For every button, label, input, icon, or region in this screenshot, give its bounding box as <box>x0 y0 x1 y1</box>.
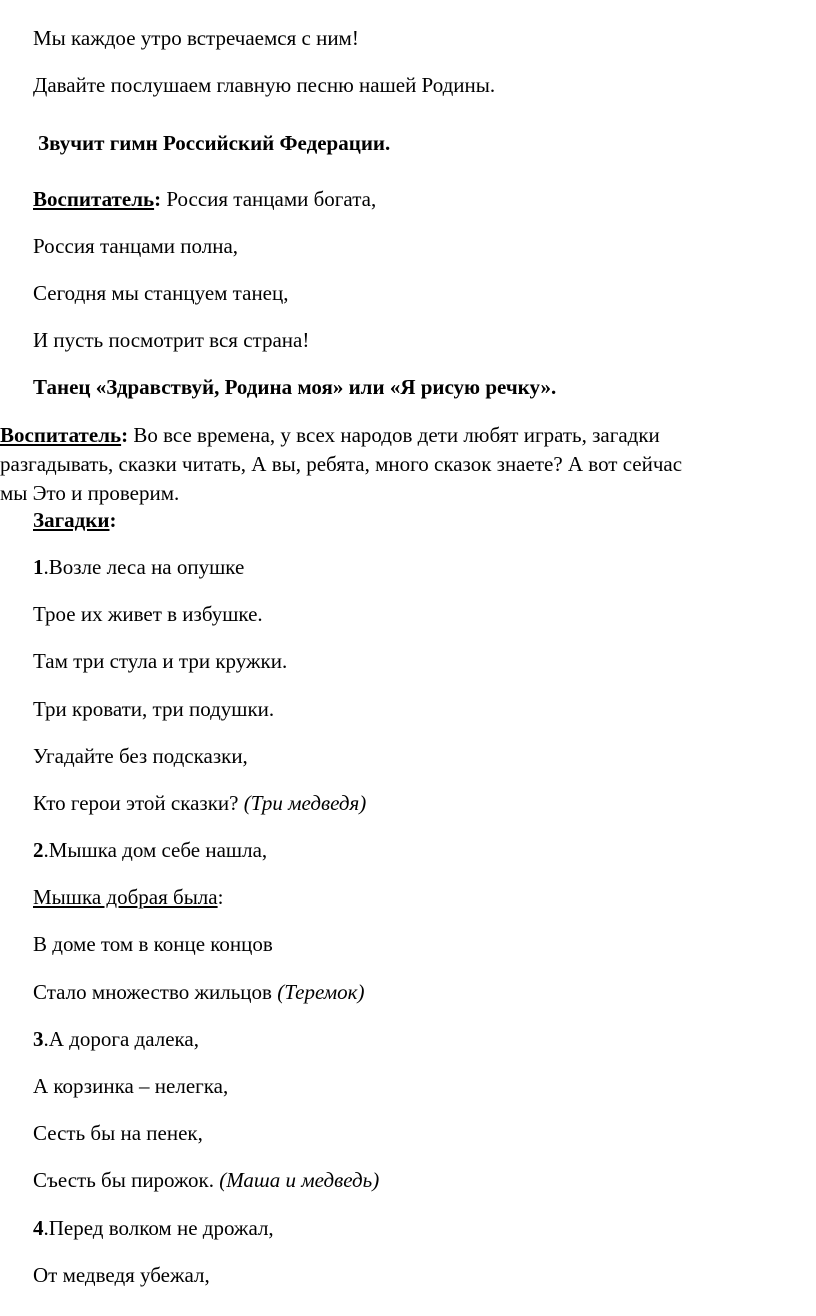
dance-heading: Танец «Здравствуй, Родина моя» или «Я рисую речку». <box>33 375 557 399</box>
text-line: Сегодня мы станцуем танец, <box>33 281 289 305</box>
riddle-line: Съесть бы пирожок. (Маша и медведь) <box>33 1168 380 1192</box>
riddle-first-line: 3.А дорога далека, <box>33 1027 199 1051</box>
paragraph-line: разгадывать, сказки читать, А вы, ребята, много сказок знаете? А вот сейчас <box>0 452 683 476</box>
riddle-answer: (Теремок) <box>277 980 365 1004</box>
riddle-first-line: 4.Перед волком не дрожал, <box>33 1216 274 1240</box>
speaker-paragraph-line: Воспитатель: Во все времена, у всех народов дети любят играть, загадки <box>0 423 660 447</box>
riddle-first-line: 1.Возле леса на опушке <box>33 555 245 579</box>
riddle-line: Три кровати, три подушки. <box>33 697 275 721</box>
riddle-line: Кто герои этой сказки? (Три медведя) <box>33 791 367 815</box>
text-line: Мы каждое утро встречаемся с ним! <box>33 26 359 50</box>
text-line: Россия танцами полна, <box>33 234 239 258</box>
riddle-line: Стало множество жильцов (Теремок) <box>33 980 365 1004</box>
riddle-number: 1 <box>33 555 44 579</box>
riddle-line: Там три стула и три кружки. <box>33 649 288 673</box>
riddle-line: Мышка добрая была: <box>33 885 224 909</box>
riddle-number: 3 <box>33 1027 44 1051</box>
riddle-line: Трое их живет в избушке. <box>33 602 263 626</box>
riddle-line: В доме том в конце концов <box>33 932 273 956</box>
riddle-number: 2 <box>33 838 44 862</box>
riddle-answer: (Три медведя) <box>243 791 367 815</box>
riddle-number: 4 <box>33 1216 44 1240</box>
text-line: Давайте послушаем главную песню нашей Родины. <box>33 73 496 97</box>
riddle-line: Угадайте без подсказки, <box>33 744 248 768</box>
riddle-line: Сесть бы на пенек, <box>33 1121 203 1145</box>
riddle-line: От медведя убежал, <box>33 1263 210 1287</box>
riddle-answer: (Маша и медведь) <box>219 1168 380 1192</box>
section-heading: Звучит гимн Российский Федерации. <box>38 131 391 155</box>
riddle-line: А корзинка – нелегка, <box>33 1074 229 1098</box>
paragraph-line: мы Это и проверим. <box>0 481 180 505</box>
riddles-heading: Загадки: <box>33 508 117 532</box>
riddle-first-line: 2.Мышка дом себе нашла, <box>33 838 268 862</box>
text-line: И пусть посмотрит вся страна! <box>33 328 310 352</box>
speaker-label: Воспитатель <box>33 187 155 211</box>
speaker-line: Воспитатель: Россия танцами богата, <box>33 187 377 211</box>
speaker-label: Воспитатель <box>0 423 122 447</box>
